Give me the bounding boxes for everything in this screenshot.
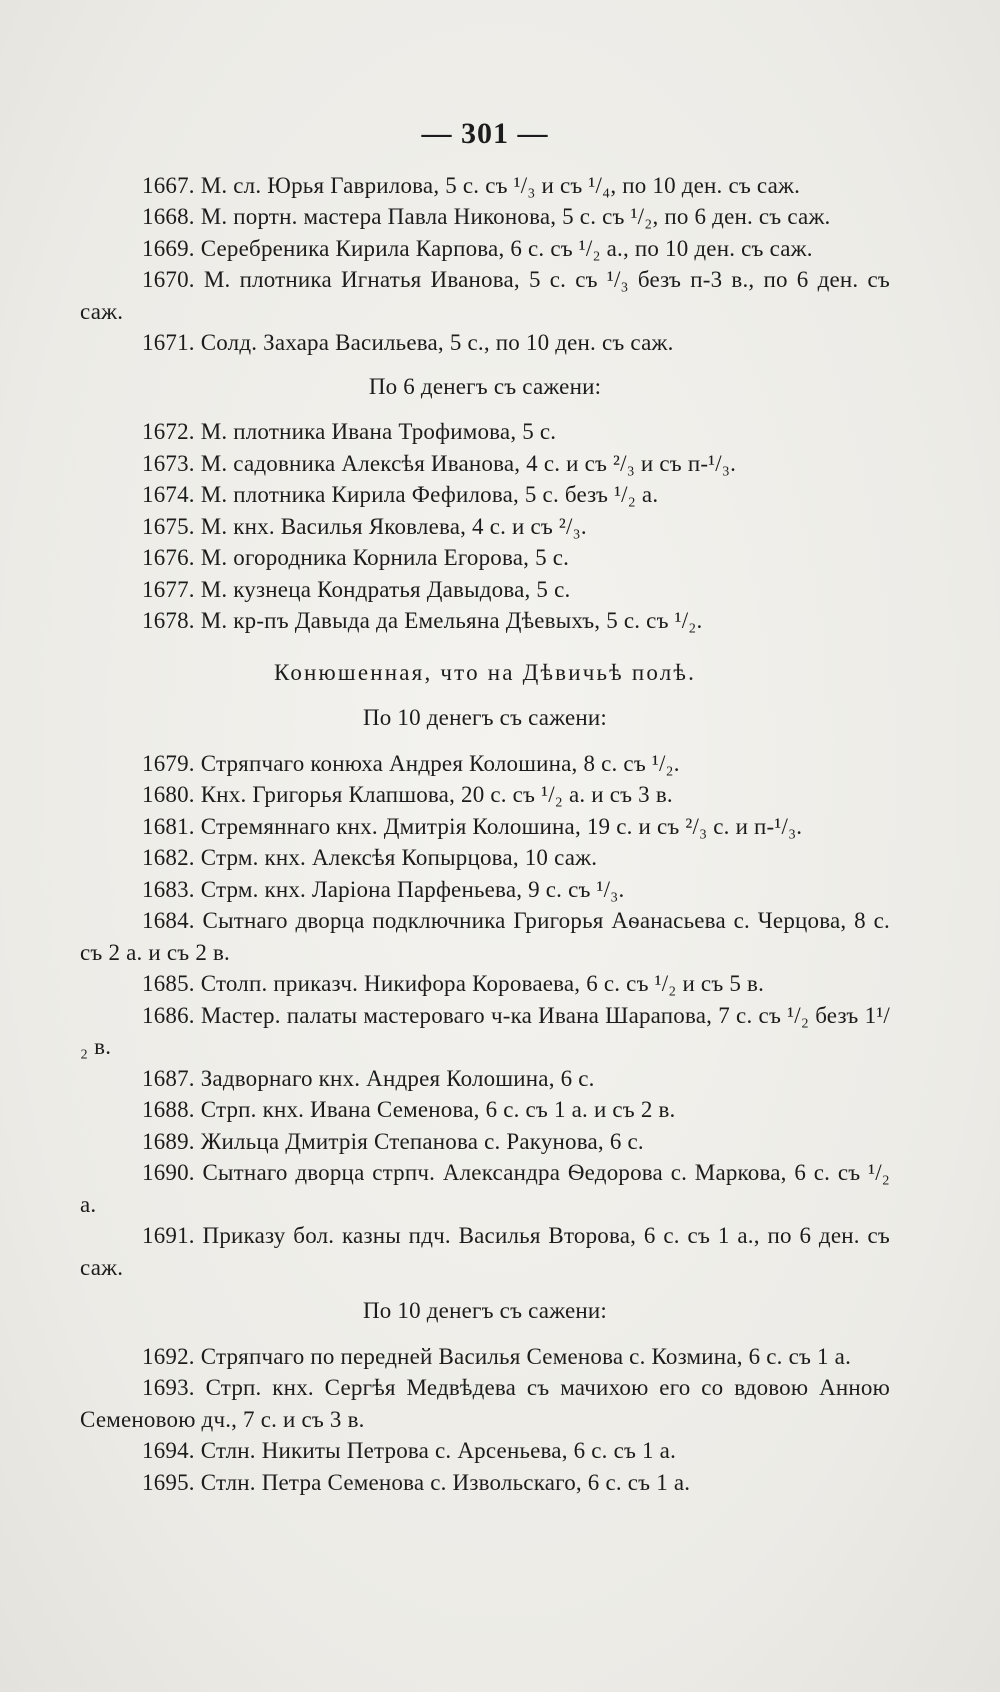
entry-1670: 1670. М. плотника Игнатья Иванова, 5 с. съ ¹/₃ безъ п-3 в., по 6 ден. съ саж.: [80, 267, 890, 324]
section-heading: По 10 денегъ съ сажени:: [362, 705, 608, 730]
entry-1678: 1678. М. кр-пъ Давыда да Емельяна Дѣевыхъ, 5 с. съ ¹/₂.: [142, 608, 703, 633]
entry-1675: 1675. М. кнх. Василья Яковлева, 4 с. и съ ²/₃.: [142, 513, 587, 539]
entry-1668: 1668. М. портн. мастера Павла Никонова, 5 с. съ ¹/₂, по 6 ден. съ саж.: [142, 204, 831, 229]
entry-1690: 1690. Сытнаго дворца стрпч. Александра Ѳедорова с. Маркова, 6 с. съ ¹/₂ а.: [80, 1160, 890, 1217]
entry-1687: 1687. Задворнаго кнх. Андрея Колошина, 6 с.: [142, 1065, 595, 1091]
entry-1672: 1672. М. плотника Ивана Трофимова, 5 с.: [142, 419, 557, 444]
page-content: [80, 118, 890, 1498]
entry-1669: 1669. Серебреника Кирила Карпова, 6 с. съ ¹/₂ а., по 10 ден. съ саж.: [142, 235, 813, 261]
entry-1693: 1693. Стрп. кнх. Сергѣя Медвѣдева съ мачихою его со вдовою Анною Семеновою дч., 7 с. и съ 3 в.: [80, 1375, 890, 1432]
entry-1685: 1685. Столп. приказч. Никифора Короваева, 6 с. съ ¹/₂ и съ 5 в.: [142, 971, 765, 996]
section-title: Конюшенная, что на Дѣвичьѣ полѣ.: [273, 659, 697, 685]
entry-1694: 1694. Стлн. Никиты Петрова с. Арсеньева, 6 с. съ 1 а.: [142, 1438, 677, 1463]
section-4: [80, 1295, 890, 1498]
entry-1695: 1695. Стлн. Петра Семенова с. Извольскаго, 6 с. съ 1 а.: [142, 1469, 691, 1495]
section-heading: По 6 денегъ съ сажени:: [368, 373, 602, 399]
entry-1680: 1680. Кнх. Григорья Клапшова, 20 с. съ ¹/₂ а. и съ 3 в.: [142, 782, 673, 807]
entry-1679: 1679. Стряпчаго конюха Андрея Колошина, 8 с. съ ¹/₂.: [142, 750, 680, 776]
entry-1684: 1684. Сытнаго дворца подключника Григорья Аѳанасьева с. Черцова, 8 с. съ 2 а. и съ 2 в.: [80, 908, 890, 965]
entry-1692: 1692. Стряпчаго по передней Василья Семенова с. Козмина, 6 с. съ 1 а.: [142, 1343, 852, 1369]
entry-1686: 1686. Мастер. палаты мастероваго ч-ка Ивана Шарапова, 7 с. съ ¹/₂ безъ 1¹/₂ в.: [80, 1002, 890, 1059]
section-1: [80, 170, 890, 359]
entry-1667: 1667. М. сл. Юрья Гаврилова, 5 с. съ ¹/₃ и съ ¹/₄, по 10 ден. съ саж.: [142, 172, 801, 198]
entry-1688: 1688. Стрп. кнх. Ивана Семенова, 6 с. съ 1 а. и съ 2 в.: [142, 1097, 676, 1122]
section-heading: По 10 денегъ съ сажени:: [362, 1298, 608, 1323]
entry-1674: 1674. М. плотника Кирила Фефилова, 5 с. безъ ¹/₂ а.: [142, 482, 659, 507]
entry-1689: 1689. Жильца Дмитрія Степанова с. Ракунова, 6 с.: [142, 1128, 644, 1154]
entry-1677: 1677. М. кузнеца Кондратья Давыдова, 5 с.: [142, 576, 571, 602]
entry-1673: 1673. М. садовника Алексѣя Иванова, 4 с. и съ ²/₃ и съ п-¹/₃.: [142, 450, 737, 476]
entry-1681: 1681. Стремяннаго кнх. Дмитрія Колошина, 19 с. и съ ²/₃ с. и п-¹/₃.: [142, 813, 803, 839]
page-number: — 301 —: [421, 117, 549, 150]
entry-1671: 1671. Солд. Захара Васильева, 5 с., по 10 ден. съ саж.: [142, 330, 674, 355]
section-3: [80, 657, 890, 1284]
section-2: [80, 371, 890, 637]
entry-1676: 1676. М. огородника Корнила Егорова, 5 с.: [142, 545, 570, 570]
entry-1683: 1683. Стрм. кнх. Ларіона Парфеньева, 9 с. съ ¹/₃.: [142, 876, 625, 902]
entry-1691: 1691. Приказу бол. казны пдч. Василья Второва, 6 с. съ 1 а., по 6 ден. съ саж.: [80, 1223, 890, 1280]
entry-1682: 1682. Стрм. кнх. Алексѣя Копырцова, 10 саж.: [142, 845, 598, 870]
